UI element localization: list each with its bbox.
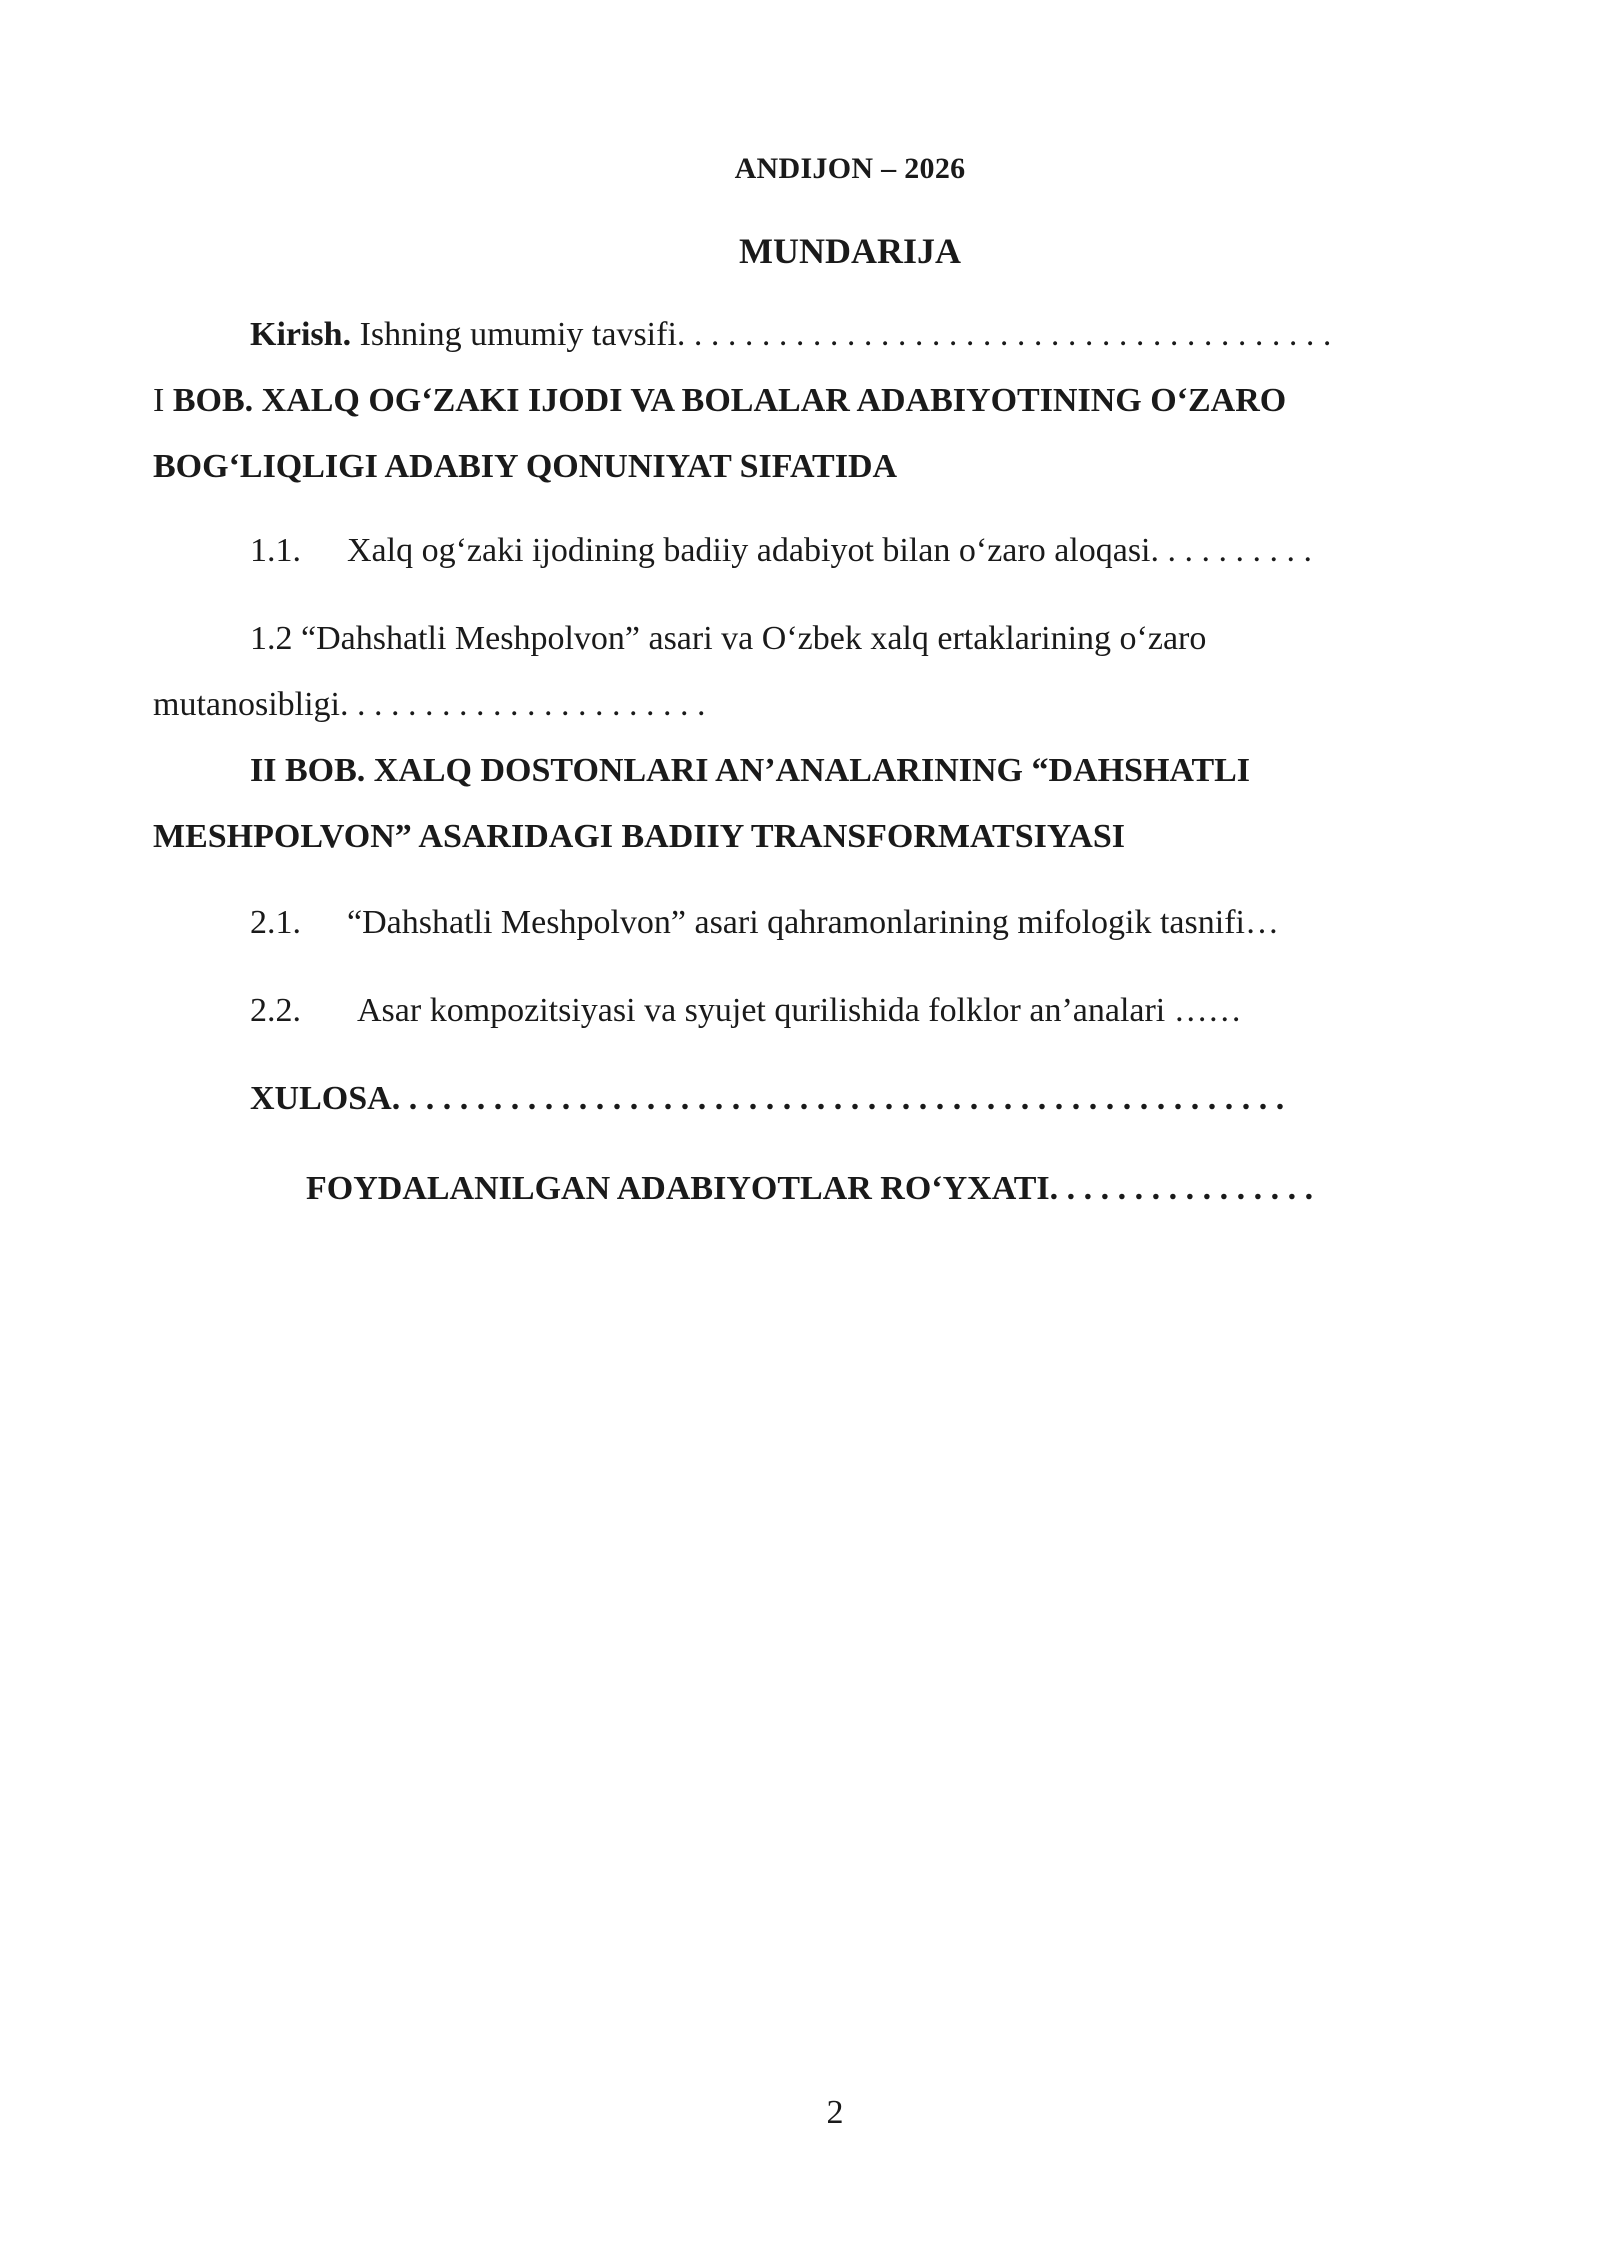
toc-entry-section-2-2 <box>153 978 1550 1044</box>
toc-entry-conclusion: XULOSA. . . . . . . . . . . . . . . . . . . . . . . . . . . . . . . . . . . . . . . . . . . . . . . . . . . . . <box>250 1080 1285 1117</box>
toc-chapter-1-title-line-1: BOB. XALQ OG‘ZAKI IJODI VA BOLALAR ADABIYOTINING O‘ZARO <box>172 382 1287 419</box>
toc-intro-label: Kirish. <box>250 316 352 353</box>
toc-entry-section-2-1 <box>153 890 1550 956</box>
toc-chapter-1-prefix: I <box>153 382 173 419</box>
city-year-heading: ANDIJON – 2026 <box>734 152 966 185</box>
page-number: 2 <box>826 2094 844 2131</box>
toc-entry-chapter-2-line-2: MESHPOLVON” ASARIDAGI BADIIY TRANSFORMATSIYASI <box>153 818 1125 855</box>
toc-entry-chapter-2-line-1: II BOB. XALQ DOSTONLARI AN’ANALARINING “DAHSHATLI <box>250 752 1251 789</box>
toc-section-2-1-text: “Dahshatli Meshpolvon” asari qahramonlarining mifologik tasnifi… <box>347 904 1279 941</box>
toc-section-1-1-text: Xalq og‘zaki ijodining badiiy adabiyot bilan o‘zaro aloqasi. . . . . . . . . . <box>347 532 1312 569</box>
toc-entry-chapter-1-line-2: BOG‘LIQLIGI ADABIY QONUNIYAT SIFATIDA <box>153 448 898 485</box>
toc-entry-section-1-2-line-1: 1.2 “Dahshatli Meshpolvon” asari va O‘zbek xalq ertaklarining o‘zaro <box>250 620 1207 657</box>
toc-section-2-2-number: 2.2. <box>250 992 301 1029</box>
toc-section-1-1-number: 1.1. <box>250 532 301 569</box>
toc-entry-section-1-2-line-2: mutanosibligi. . . . . . . . . . . . . . . . . . . . . . <box>153 686 706 723</box>
toc-entry-section-1-1 <box>153 518 1550 584</box>
toc-section-2-1-number: 2.1. <box>250 904 301 941</box>
toc-entry-chapter-1-line-1 <box>153 368 1453 434</box>
toc-entry-intro <box>153 302 1550 368</box>
toc-entry-references: FOYDALANILGAN ADABIYOTLAR RO‘YXATI. . . . . . . . . . . . . . . . <box>306 1170 1314 1207</box>
toc-intro-text: Ishning umumiy tavsifi. . . . . . . . . . . . . . . . . . . . . . . . . . . . . . . . . . . . . . . <box>351 316 1332 353</box>
toc-section-2-2-text: Asar kompozitsiyasi va syujet qurilishida folklor an’analari …… <box>357 992 1242 1029</box>
toc-title: MUNDARIJA <box>739 231 961 271</box>
